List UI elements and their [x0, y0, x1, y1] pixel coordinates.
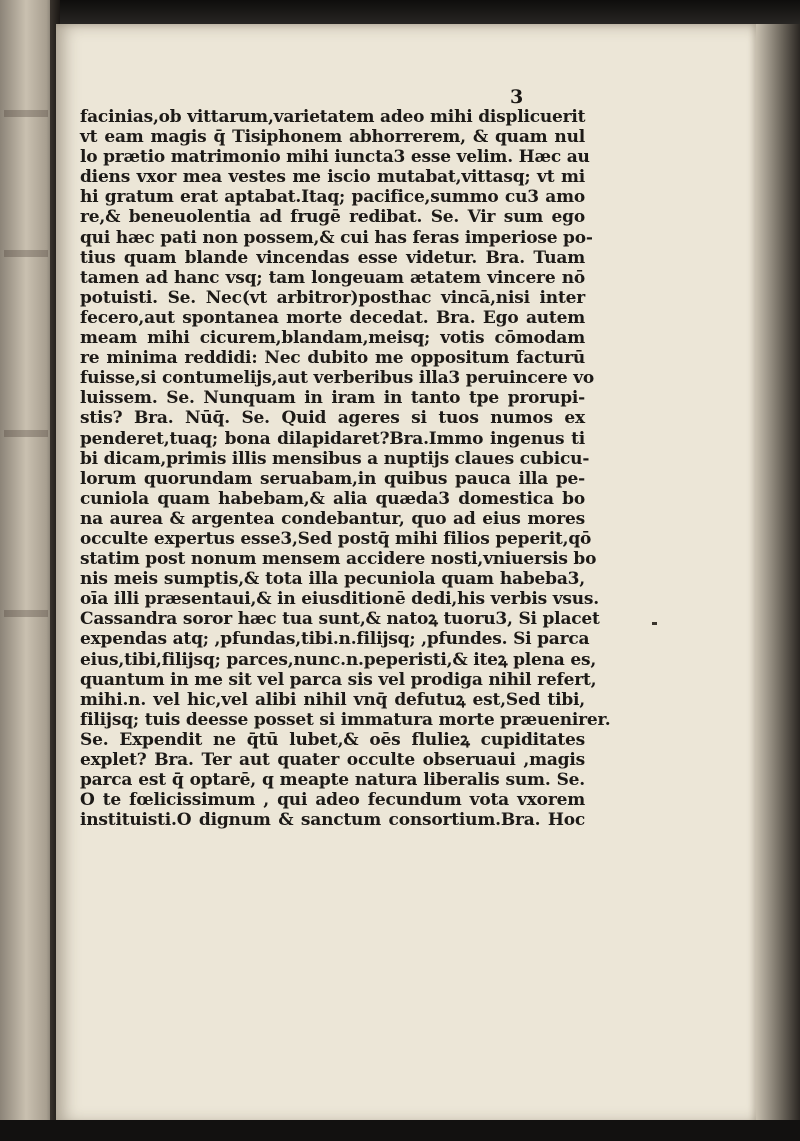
text-line: diens vxor mea vestes me iscio mutabat,vittasq; vt mi — [80, 167, 585, 188]
text-line: tamen ad hanc vsq; tam longeuam ætatem vincere nō — [80, 267, 585, 288]
text-line: explet? Bra. Ter aut quater occulte obseruaui ,magis — [80, 750, 585, 770]
bleed-through-mark — [4, 110, 48, 117]
text-line: instituisti.O dignum & sanctum consortium.Bra. Hoc — [80, 810, 585, 831]
text-line: stis? Bra. Nūq̄. Se. Quid ageres si tuos numos ex — [80, 408, 585, 429]
text-line: Cassandra soror hæc tua sunt,& natoꝝ tuoru3, Si placet — [80, 609, 600, 630]
text-line: bi dicam,primis illis mensibus a nuptijs claues cubicu- — [80, 448, 590, 469]
text-line: facinias,ob vittarum,varietatem adeo mihi displicuerit — [80, 107, 586, 127]
body-text — [80, 107, 611, 831]
text-line: qui hæc pati non possem,& cui has feras imperiose po- — [80, 227, 593, 248]
bleed-through-mark — [4, 250, 48, 257]
bleed-through-mark — [4, 610, 48, 617]
text-line: occulte expertus esse3,Sed postq̄ mihi filios peperit,qō — [80, 528, 592, 549]
page-fore-edge — [756, 24, 800, 1124]
text-line: oīa illi præsentaui,& in eiusditionē dedi,his verbis vsus. — [80, 589, 600, 610]
text-line: cuniola quam habebam,& alia quæda3 domestica bo — [80, 488, 585, 509]
text-line: Se. Expendit ne q̄tū lubet,& oēs flulieꝝ cupiditates — [80, 729, 585, 750]
text-line: O te fœlicissimum , qui adeo fecundum vota vxorem — [80, 790, 585, 811]
text-line: luissem. Se. Nunquam in iram in tanto tpe prorupi- — [80, 388, 585, 409]
text-line: meam mihi cicurem,blandam,meisq; votis cōmodam — [80, 328, 585, 349]
text-line: potuisti. Se. Nec(vt arbitror)posthac vincā,nisi inter — [80, 287, 585, 308]
text-line: re minima reddidi: Nec dubito me oppositum facturū — [80, 348, 585, 369]
bleed-through-mark — [4, 430, 48, 437]
scan-backdrop-bottom — [0, 1120, 800, 1141]
text-line: tius quam blande vincendas esse videtur. Bra. Tuam — [80, 247, 585, 268]
text-line: quantum in me sit vel parca sis vel prodiga nihil refert, — [80, 669, 597, 690]
text-line: hi gratum erat aptabat.Itaq; pacifice,summo cu3 amo — [80, 187, 585, 208]
scan-backdrop-top — [0, 0, 800, 26]
text-line: lorum quorundam seruabam,in quibus pauca illa pe- — [80, 468, 585, 489]
text-line: statim post nonum mensem accidere nosti,vniuersis bo — [80, 549, 597, 570]
text-line: penderet,tuaq; bona dilapidaret?Bra.Immo ingenus ti — [80, 428, 585, 449]
text-line: fuisse,si contumelijs,aut verberibus illa3 peruincere vo — [80, 368, 595, 389]
text-line: expendas atq; ,pfundas,tibi.n.filijsq; ,pfundes. Si parca — [80, 629, 590, 650]
text-line: na aurea & argentea condebantur, quo ad eius mores — [80, 508, 585, 529]
text-line: nis meis sumptis,& tota illa pecuniola quam habeba3, — [80, 569, 585, 590]
text-line: parca est q̄ optarē, q meapte natura liberalis sum. Se. — [80, 770, 585, 791]
text-line: vt eam magis q̄ Tisiphonem abhorrerem, & quam nul — [80, 127, 585, 148]
page-number: 3 — [510, 86, 524, 108]
text-line: re,& beneuolentia ad frugē redibat. Se. Vir sum ego — [80, 207, 585, 228]
text-line: mihi.n. vel hic,vel alibi nihil vnq̄ defutuꝝ est,Sed tibi, — [80, 689, 585, 710]
text-line: fecero,aut spontanea morte decedat. Bra. Ego autem — [80, 307, 585, 328]
text-line: filijsq; tuis deesse posset si immatura morte præuenirer. — [80, 709, 611, 730]
text-line: eius,tibi,filijsq; parces,nunc.n.peperisti,& iteꝝ plena es, — [80, 649, 597, 670]
text-line: lo prætio matrimonio mihi iuncta3 esse velim. Hæc au — [80, 147, 590, 168]
margin-mark — [652, 622, 657, 625]
